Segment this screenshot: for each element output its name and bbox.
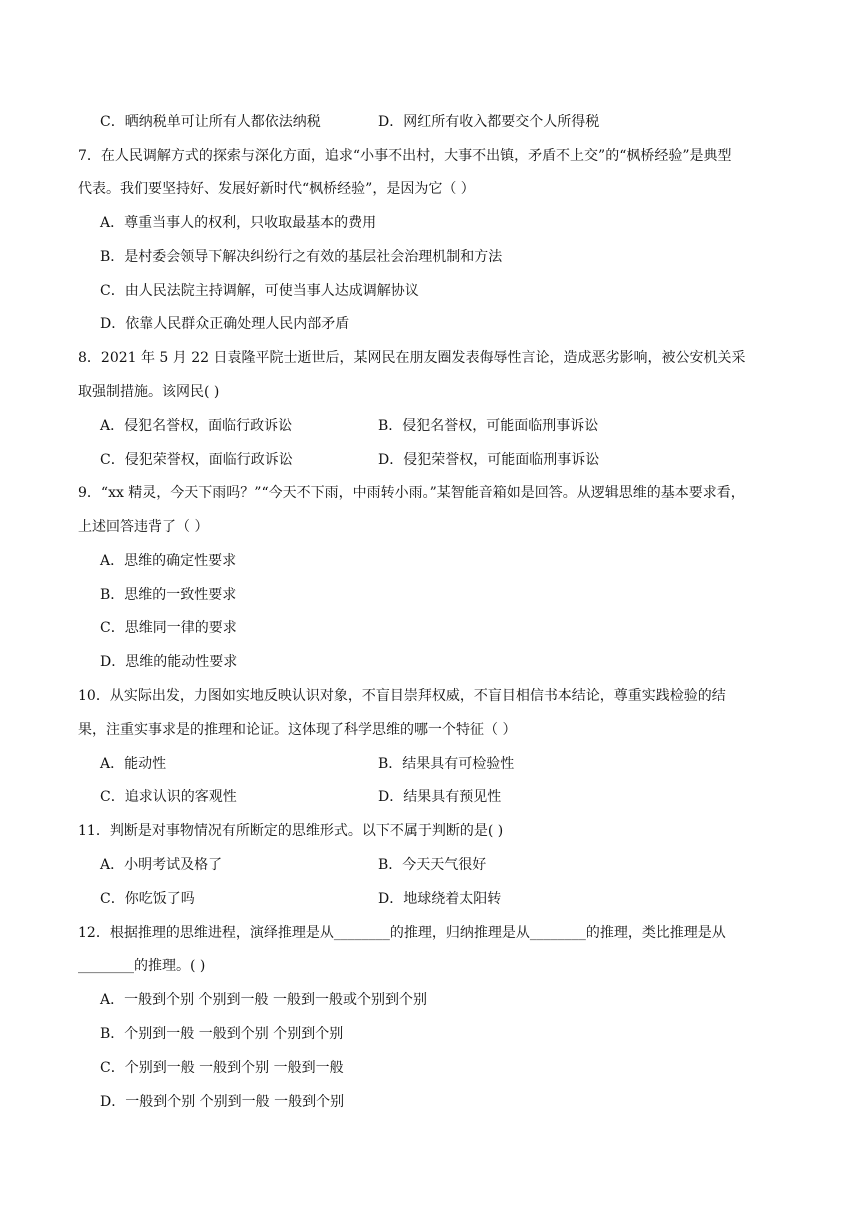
q9-option-c: C．思维同一律的要求 [100, 620, 237, 636]
q11-option-b: B．今天天气很好 [378, 857, 487, 873]
q11-option-d: D．地球绕着太阳转 [378, 891, 502, 907]
q10-option-a: A．能动性 [100, 756, 167, 772]
q7-option-b: B．是村委会领导下解决纠纷行之有效的基层社会治理机制和方法 [100, 249, 503, 265]
q8-stem-line-1: 8．2021 年 5 月 22 日袁隆平院士逝世后，某网民在朋友圈发表侮辱性言论，造成恶劣影响，被公安机关采 [78, 350, 746, 366]
q12-stem-line-1: 12．根据推理的思维进程，演绎推理是从________的推理，归纳推理是从________的推理，类比推理是从 [78, 925, 726, 941]
q11-option-c: C．你吃饭了吗 [100, 891, 195, 907]
q10-stem-line-2: 果，注重实事求是的推理和论证。这体现了科学思维的哪一个特征（ ） [78, 722, 517, 738]
q12-option-c: C．个别到一般 一般到个别 一般到一般 [100, 1060, 344, 1076]
q10-option-d: D．结果具有预见性 [378, 789, 502, 805]
q12-stem-line-2: ________的推理。( ) [78, 958, 206, 974]
q12-option-b: B．个别到一般 一般到个别 个别到个别 [100, 1026, 344, 1042]
q7-stem-line-2: 代表。我们要坚持好、发展好新时代“枫桥经验”，是因为它（ ） [78, 181, 475, 197]
q10-stem-line-1: 10．从实际出发，力图如实地反映认识对象，不盲目崇拜权威，不盲目相信书本结论，尊重实践检验的结 [78, 688, 726, 704]
q10-option-c: C．追求认识的客观性 [100, 789, 237, 805]
q9-option-a: A．思维的确定性要求 [100, 553, 237, 569]
q7-option-c: C．由人民法院主持调解，可使当事人达成调解协议 [100, 283, 419, 299]
q10-option-b: B．结果具有可检验性 [378, 756, 515, 772]
q7-option-d: D．依靠人民群众正确处理人民内部矛盾 [100, 316, 350, 332]
q9-stem-line-2: 上述回答违背了（ ） [78, 519, 209, 535]
q12-option-a: A．一般到个别 个别到一般 一般到一般或个别到个别 [100, 992, 428, 1008]
q7-option-a: A．尊重当事人的权利，只收取最基本的费用 [100, 215, 377, 231]
q12-option-d: D．一般到个别 个别到一般 一般到个别 [100, 1094, 345, 1110]
q8-option-c: C．侵犯荣誉权，面临行政诉讼 [100, 452, 293, 468]
q9-option-b: B．思维的一致性要求 [100, 587, 237, 603]
q9-option-d: D．思维的能动性要求 [100, 654, 238, 670]
q8-option-b: B．侵犯名誉权，可能面临刑事诉讼 [378, 418, 599, 434]
q7-stem-line-1: 7．在人民调解方式的探索与深化方面，追求“小事不出村，大事不出镇，矛盾不上交”的“枫桥经验”是典型 [78, 148, 732, 164]
q8-stem-line-2: 取强制措施。该网民( ) [78, 384, 220, 400]
q8-option-a: A．侵犯名誉权，面临行政诉讼 [100, 418, 293, 434]
q6-option-d: D．网红所有收入都要交个人所得税 [378, 114, 600, 130]
q11-option-a: A．小明考试及格了 [100, 857, 223, 873]
q8-option-d: D．侵犯荣誉权，可能面临刑事诉讼 [378, 452, 600, 468]
q9-stem-line-1: 9．“xx 精灵，今天下雨吗？”“今天不下雨，中雨转小雨。”某智能音箱如是回答。从逻辑思维的基本要求看， [78, 485, 745, 501]
q11-stem-line-1: 11．判断是对事物情况有所断定的思维形式。以下不属于判断的是( ) [78, 823, 504, 839]
q6-option-c: C．晒纳税单可让所有人都依法纳税 [100, 114, 321, 130]
